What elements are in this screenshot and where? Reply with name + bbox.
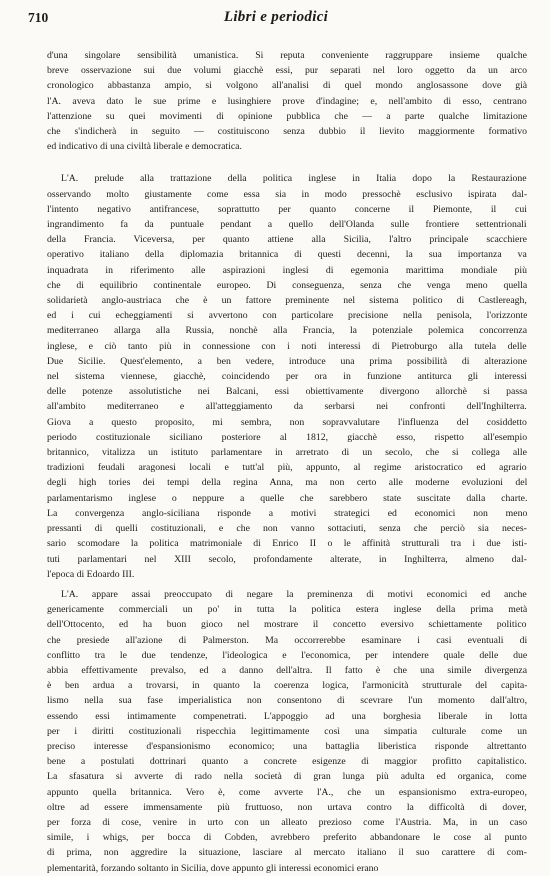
text-line: l'intento negativo antifrancese, soprattutto per quanto concerne il Piemonte, il cui: [47, 203, 527, 215]
text-line: La convergenza anglo-siciliana risponde a motivi strategici ed economici non meno: [47, 507, 527, 519]
text-line: ed i cui echeggiamenti si avvertono con particolare precisione nella penisola, l'orizzonte: [47, 310, 527, 322]
text-line: l'A. aveva dato le sue prime e lusinghiere prove d'indagine; e, nell'ambito di esso, centrano: [47, 95, 527, 107]
text-line: sario scomodare la politica matrimoniale di Enrico II o le affinità strutturali tra i due isti-: [47, 538, 527, 550]
text-line: bene a postulati dottrinari quanto a concrete esigenze di maggior profitto capitalistico.: [47, 756, 527, 768]
text-line: mediterraneo allarga alla Russia, nonchè alla Francia, la potenziale polemica concorrenza: [47, 325, 527, 337]
text-line: plementarità, forzando soltanto in Sicilia, dove appunto gli interessi economici erano: [47, 862, 379, 874]
paragraph-restoration-politics: [47, 171, 527, 581]
text-line: genericamente commerciali un po' in tutta la politica estera inglese della prima metà: [47, 604, 527, 616]
text-line: tuti parlamentari nel XIII secolo, profondamente alterate, in Inghilterra, almeno dal-: [47, 553, 527, 565]
text-line: preciso interesse d'espansionismo economico; una battaglia liberistica risponde altrettanto: [47, 740, 527, 752]
text-line: ingrandimento fa da puntuale pendant a quello dell'Olanda sulle frontiere settentrionali: [47, 219, 527, 231]
text-line: l'epoca di Edoardo III.: [47, 568, 135, 580]
text-line: lismo nella sua fase imperialistica non consentono di scevrare l'un momento dall'altro,: [47, 695, 527, 707]
paragraph-economic-motives: [47, 587, 527, 876]
text-line: periodo costituzionale siciliano posteriore al 1812, giacchè esso, rispetto all'esempio: [47, 431, 527, 443]
text-line: della Francia. Viceversa, per quanto attiene alla Sicilia, l'altro principale scacchiere: [47, 234, 527, 246]
text-line: solidarietà anglo-austriaca che è un fattore preminente nel sistema politico di Castlereagh,: [47, 295, 527, 307]
text-line: delle potenze assolutistiche nei Balcani, essi obiettivamente divergono allorchè si passa: [47, 386, 527, 398]
text-line: britannico, vitalizza un istituto parlamentare in arretrato di un secolo, che si collega alle: [47, 447, 527, 459]
text-line: per forza di cose, venire in urto con un alleato prezioso come l'Austria. Ma, in un caso: [47, 816, 527, 828]
running-title: Libri e periodici: [223, 9, 329, 25]
text-line: ed indicativo di una civiltà liberale e democratica.: [47, 141, 242, 153]
text-line: di prima, non aggredire la situazione, lasciare al mercato italiano il suo carattere di com-: [47, 847, 527, 859]
text-line: essendo essi intimamente compenetrati. L'appoggio ad una borghesia liberale in lotta: [47, 710, 527, 722]
text-line: conflitto tra le due tendenze, l'ideologica e l'economica, per intendere quale delle due: [47, 649, 527, 661]
text-line: operativo italiano della diplomazia britannica di questi decenni, la sua importanza va: [47, 249, 527, 261]
text-line: parlamentarismo inglese o neppure a quelle che sarebbero state suscitate dalla charte.: [47, 492, 527, 504]
text-line: appunto quella britannica. Vero è, come avverte l'A., che un espansionismo extra-europeo,: [47, 786, 527, 798]
page-number: 710: [28, 10, 49, 25]
page-header: [28, 8, 524, 30]
text-line: dell'Ottocento, ed ha buon gioco nel mostrare il concetto eversivo schiettamente politico: [47, 619, 527, 631]
text-line: L'A. appare assai preoccupato di negare la preminenza di motivi economici ed anche: [61, 588, 527, 600]
text-line: Due Sicilie. Quest'elemento, a ben vedere, introduce una prima possibilità di alterazione: [47, 355, 527, 367]
text-line: è ben ardua a trovarsi, in quanto la coerenza logica, l'armonicità strutturale del capita-: [47, 680, 527, 692]
text-line: breve osservazione sui due volumi giacchè essi, pur separati nel loro oggetto da un arco: [47, 65, 527, 77]
text-line: inglese, e ciò tanto più in connessione con i noti interessi di Pietroburgo alla tutela delle: [47, 340, 527, 352]
text-line: oltre ad essere immensamente più fruttuoso, non urtava contro la difficoltà di dover,: [47, 801, 527, 813]
text-line: La sfasatura si avverte di rado nella società di gran lunga più adulta ed organica, come: [47, 771, 527, 783]
text-line: degli high tories dei tempi della regina Anna, ma non certo alle moderne evoluzioni del: [47, 477, 527, 489]
text-line: inquadrata in riferimento alle aspirazioni inglesi di egemonia marittima mondiale più: [47, 264, 527, 276]
text-line: l'attenzione su quei movimenti di opinione pubblica che — a parte qualche limitazione: [47, 110, 527, 122]
text-line: che di equilibrio continentale europeo. Di conseguenza, senza che venga meno quella: [47, 279, 527, 291]
text-line: osservando molto giustamente come essa sia in modo pressochè esclusivo ispirata dal-: [47, 188, 527, 200]
text-line: d'una singolare sensibilità umanistica. Si reputa conveniente raggruppare insieme qualche: [47, 50, 527, 61]
body-text: [47, 48, 527, 876]
text-line: tradizioni feudali aragonesi locali e tutt'al più, appunto, al regime aristocratico ed agrario: [47, 462, 527, 474]
text-line: L'A. prelude alla trattazione della politica inglese in Italia dopo la Restaurazione: [61, 173, 527, 185]
text-line: all'ambito mediterraneo e all'atteggiamento da serbarsi nei confronti dell'Inghilterra.: [47, 401, 527, 413]
text-line: nel sistema viennese, giacchè, coincidendo per ora in funzione antiturca gli interessi: [47, 371, 527, 383]
text-line: Giova a questo proposito, mi sembra, non sopravvalutare l'influenza del cosiddetto: [47, 416, 527, 428]
paragraph-continuation: [47, 48, 527, 154]
text-line: pressanti di quelli costituzionali, e che non vanno sottaciuti, senza che perciò sia neces-: [47, 523, 527, 535]
text-line: per i diritti costituzionali rispecchia legittimamente così una simpatia culturale come un: [47, 725, 527, 737]
text-line: che presiede all'azione di Palmerston. Ma occorrerebbe esaminare i casi eventuali di: [47, 634, 527, 646]
text-line: abbia effettivamente prevalso, ed a danno dell'altra. Il fatto è che una simile divergenza: [47, 664, 527, 676]
text-line: simile, i whigs, per bocca di Cobden, avrebbero preferito abbandonare le cose al punto: [47, 832, 527, 844]
text-line: cronologico abbastanza ampio, si volgono all'analisi di quel mondo anglosassone dove già: [47, 80, 527, 92]
text-line: che s'indicherà in seguito — costituiscono senza dubbio il lievito maggiormente formativo: [47, 126, 527, 138]
